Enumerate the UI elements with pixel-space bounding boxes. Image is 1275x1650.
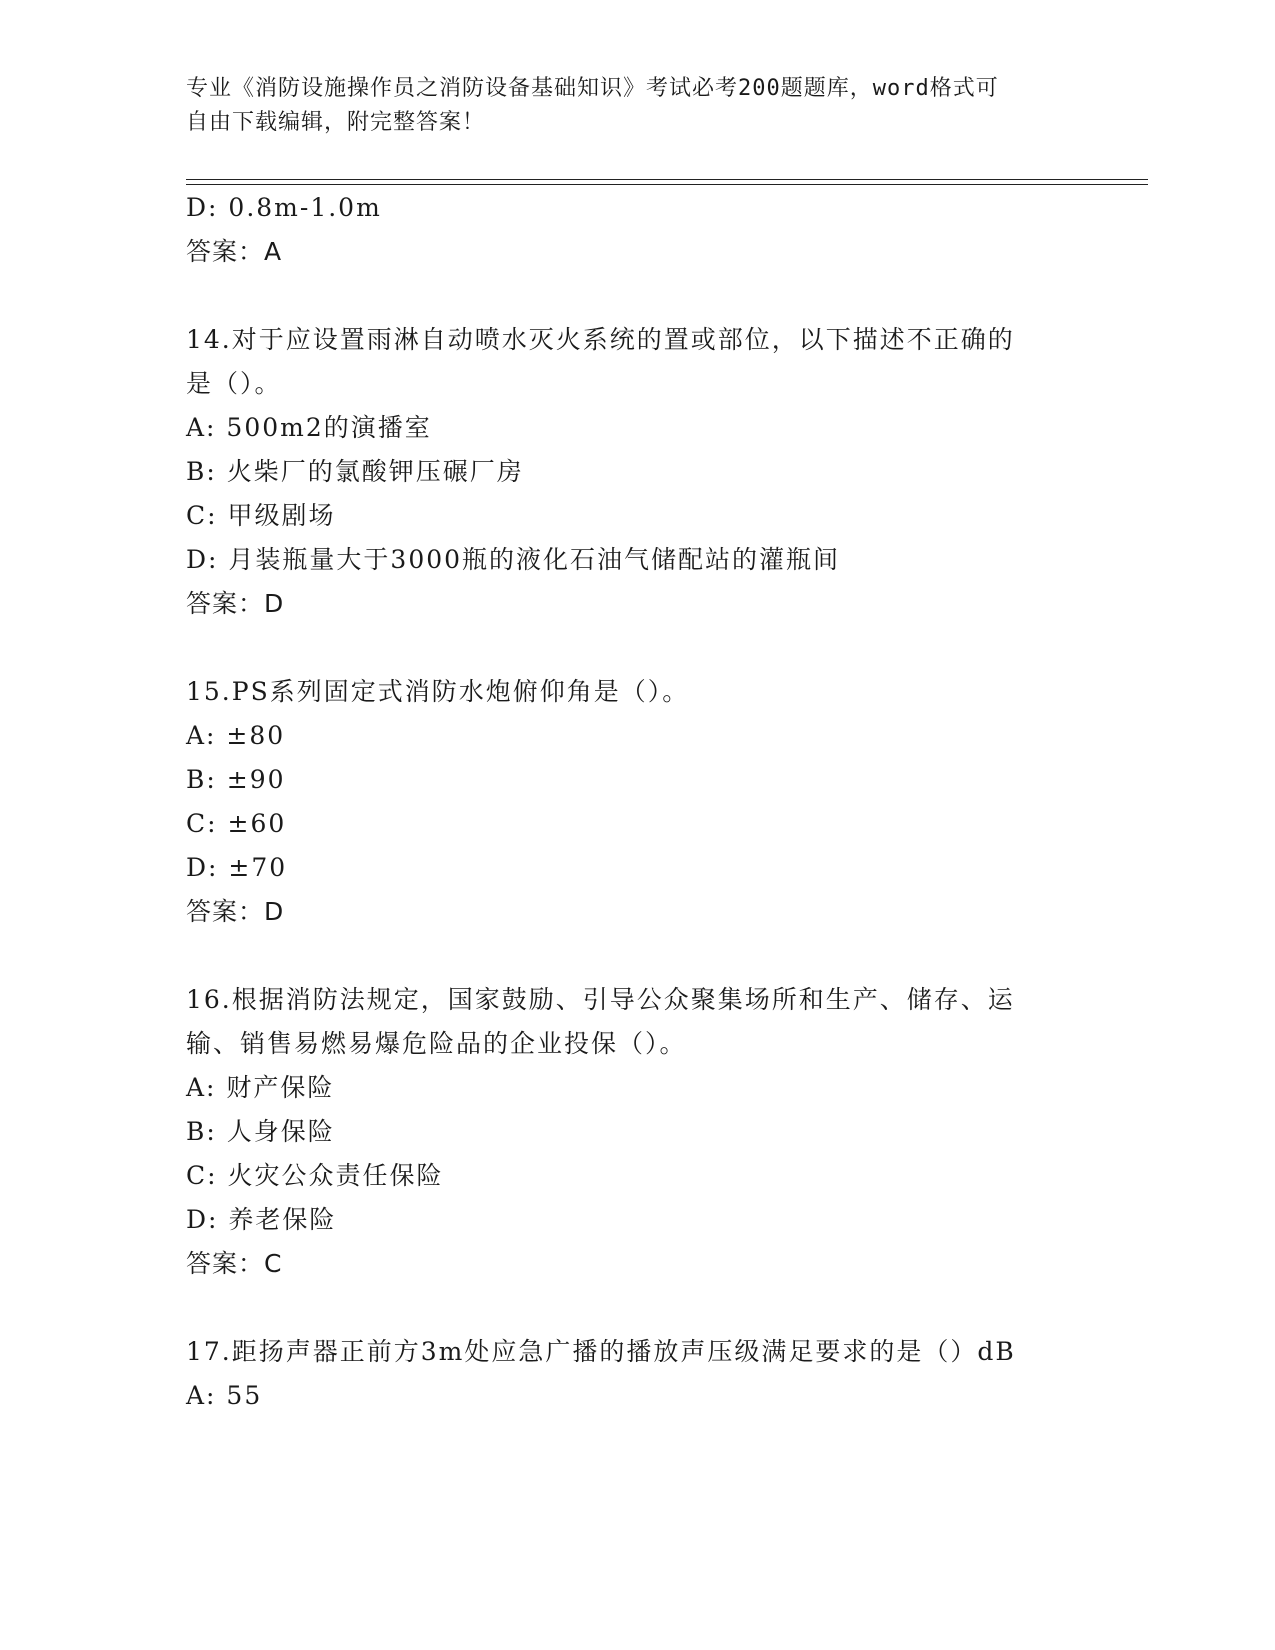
q14-option-d: D: 月装瓶量大于3000瓶的液化石油气储配站的灌瓶间	[186, 545, 841, 574]
q14-answer: 答案：D	[186, 589, 285, 618]
q14-option-c: C: 甲级剧场	[186, 501, 336, 530]
q14-option-b: B: 火柴厂的氯酸钾压碾厂房	[186, 457, 524, 486]
q17-stem-line-1: 17.距扬声器正前方3m处应急广播的播放声压级满足要求的是（）dB	[186, 1337, 1016, 1366]
q16-stem-line-2: 输、销售易燃易爆危险品的企业投保（）。	[186, 1029, 687, 1058]
q14-option-a: A: 500m2的演播室	[186, 413, 432, 442]
header-line-1: 专业《消防设施操作员之消防设备基础知识》考试必考200题题库，word格式可	[186, 76, 999, 101]
q14-stem-line-1: 14.对于应设置雨淋自动喷水灭火系统的置或部位，以下描述不正确的	[186, 325, 1015, 354]
q17-option-a: A: 55	[186, 1381, 263, 1410]
q16-option-c: C: 火灾公众责任保险	[186, 1161, 444, 1190]
document-header	[186, 72, 1086, 140]
q15-option-d: D: ±70	[186, 853, 288, 882]
q15-option-a: A: ±80	[186, 721, 286, 750]
q16-stem-line-1: 16.根据消防法规定，国家鼓励、引导公众聚集场所和生产、储存、运	[186, 985, 1015, 1014]
prev-answer: 答案：A	[186, 237, 283, 266]
header-line-2: 自由下载编辑，附完整答案！	[186, 110, 486, 135]
q14-stem-line-2: 是（）。	[186, 369, 282, 398]
q15-option-c: C: ±60	[186, 809, 287, 838]
q16-option-a: A: 财产保险	[186, 1073, 335, 1102]
header-divider-top	[186, 179, 1148, 180]
q15-answer: 答案：D	[186, 897, 285, 926]
q16-option-d: D: 养老保险	[186, 1205, 337, 1234]
q15-stem-line-1: 15.PS系列固定式消防水炮俯仰角是（）。	[186, 677, 690, 706]
prev-option-d: D: 0.8m-1.0m	[186, 193, 382, 222]
q16-option-b: B: 人身保险	[186, 1117, 335, 1146]
q16-answer: 答案：C	[186, 1249, 283, 1278]
header-divider-bottom	[186, 184, 1148, 185]
q15-option-b: B: ±90	[186, 765, 286, 794]
